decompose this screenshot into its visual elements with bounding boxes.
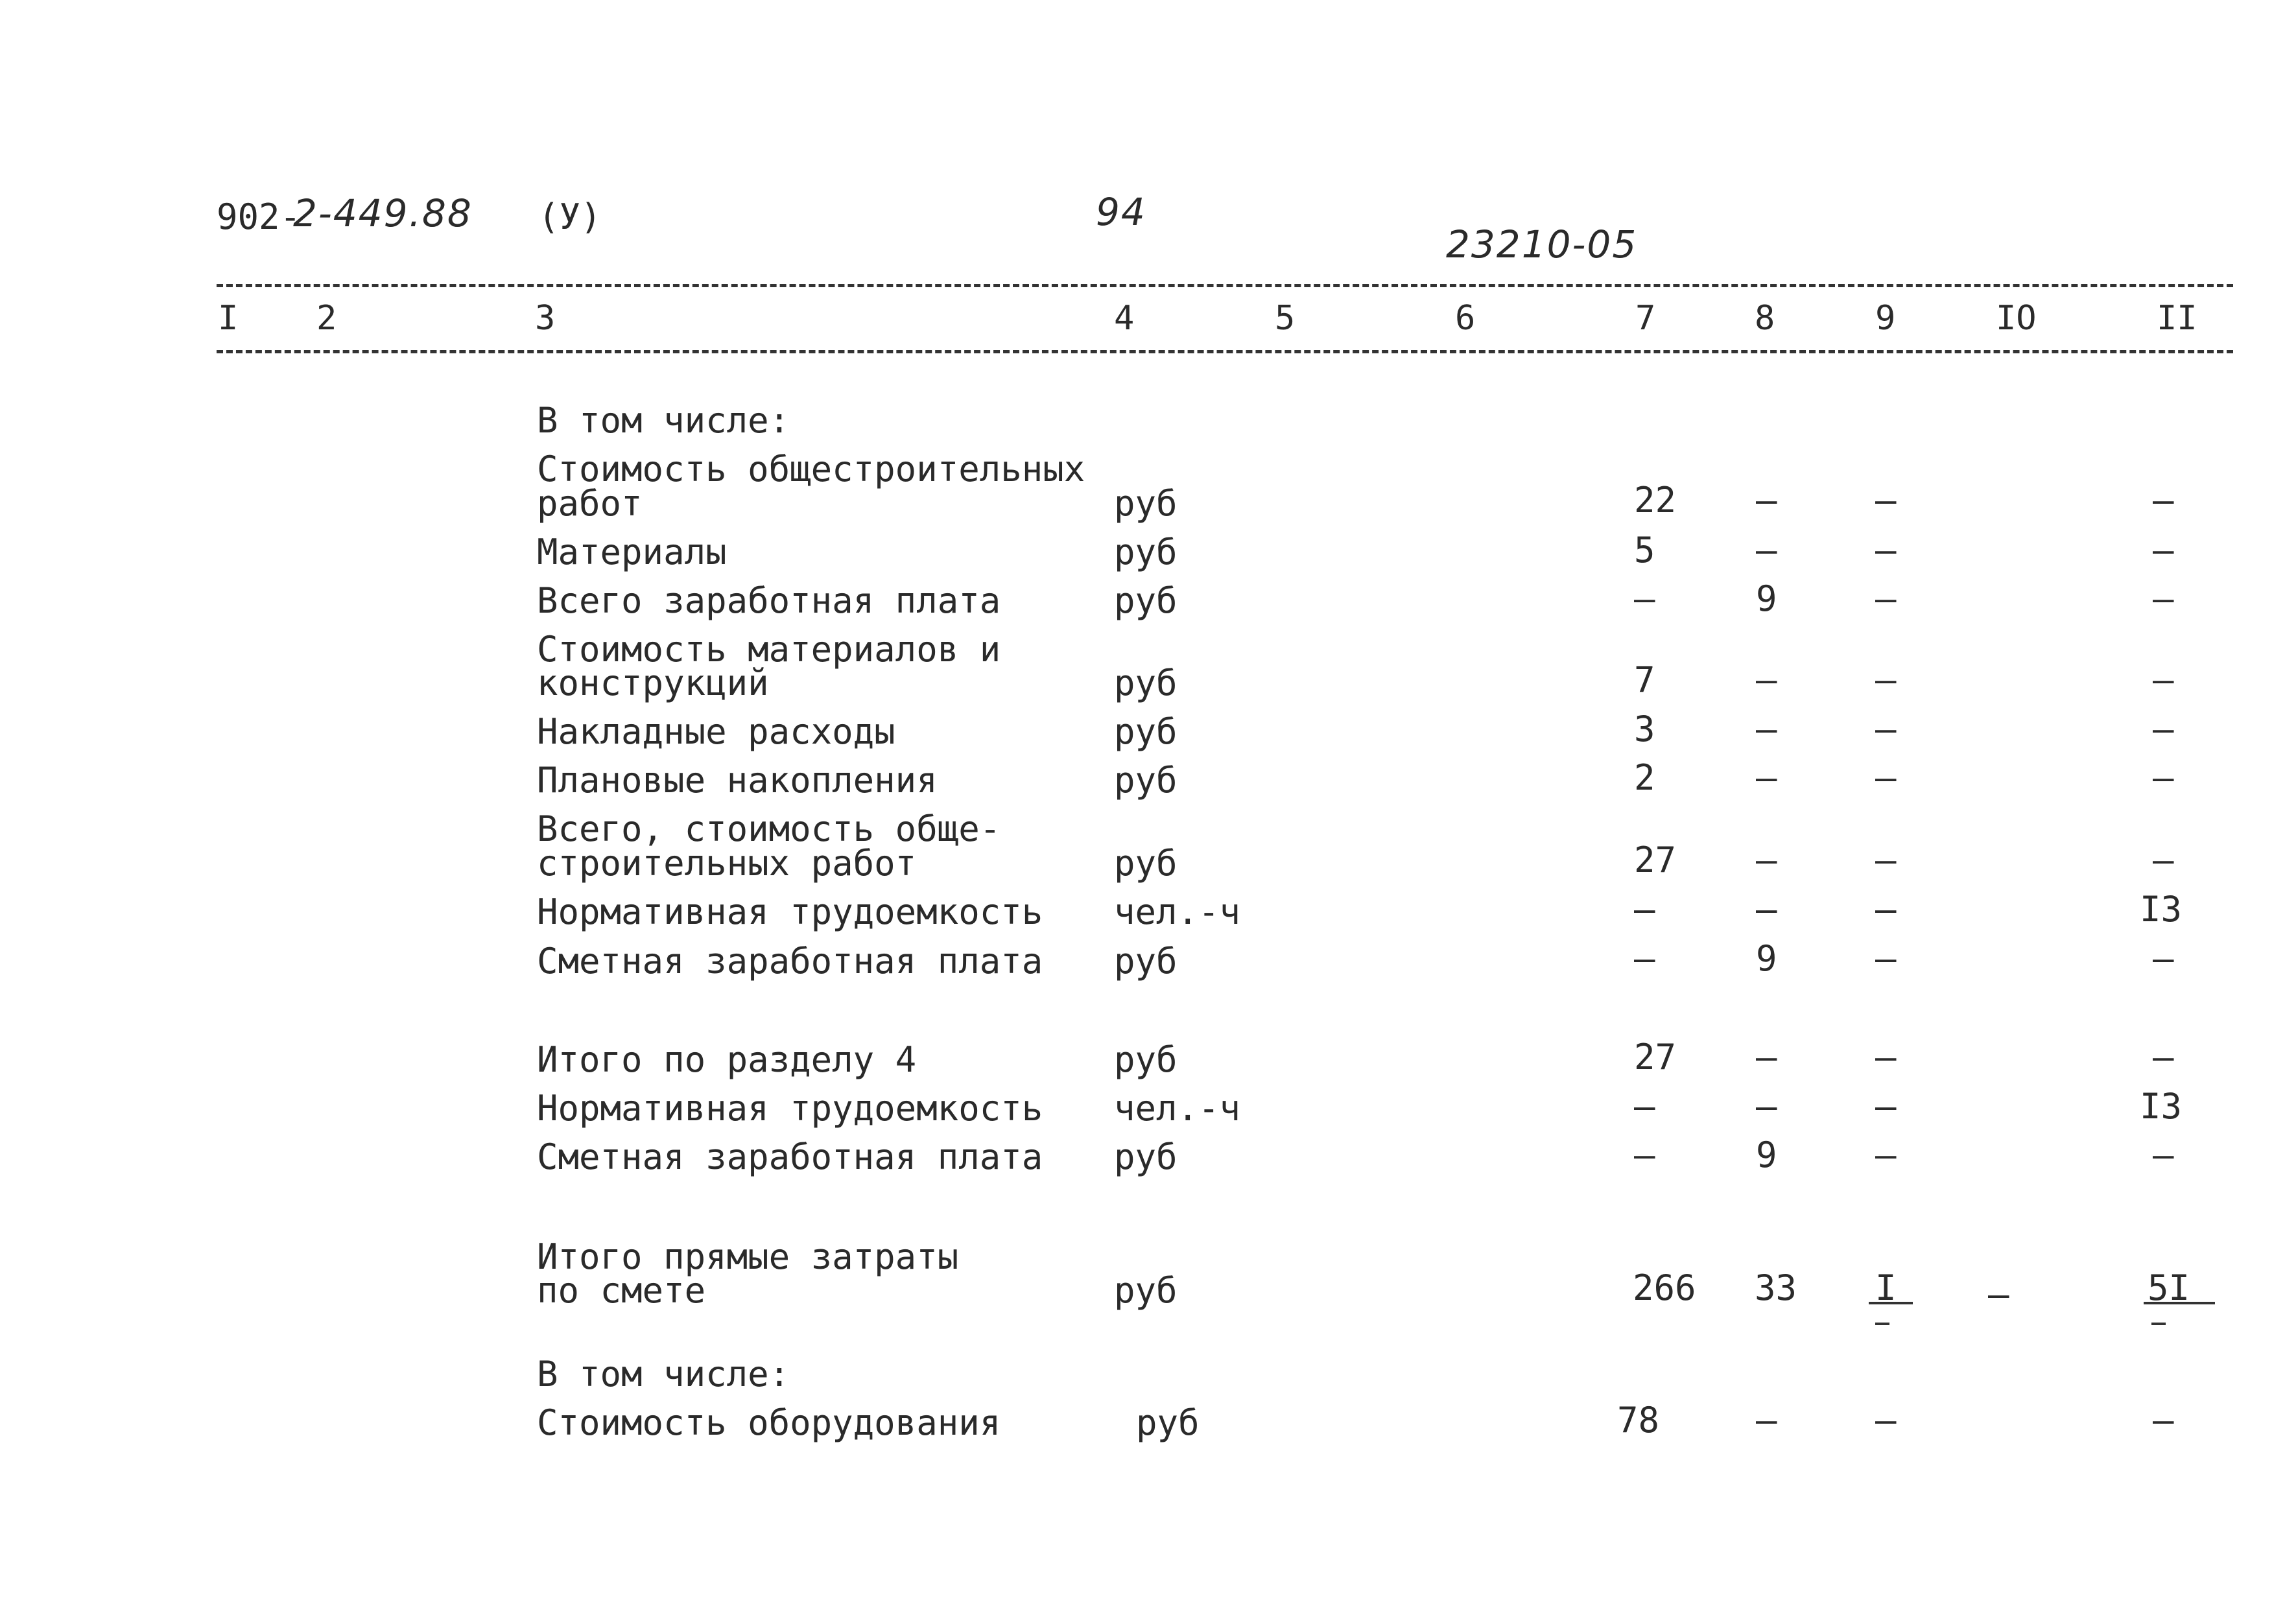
column-header-top-rule — [217, 284, 2233, 287]
row-label: Стоимость оборудования — [537, 1402, 1001, 1443]
cell-col11-underline — [2144, 1302, 2215, 1304]
row-unit: руб — [1114, 711, 1178, 752]
cell-col7: 3 — [1634, 709, 1655, 749]
row-label: Сметная заработная плата — [537, 1136, 1043, 1177]
cell-col7: – — [1634, 1135, 1655, 1175]
cell-col7: – — [1634, 889, 1655, 930]
row-unit: чел.-ч — [1114, 1088, 1241, 1129]
row-unit: руб — [1114, 580, 1178, 621]
cell-col7: – — [1634, 938, 1655, 979]
cell-col9: – — [1875, 578, 1897, 619]
cell-col8: – — [1756, 709, 1777, 749]
cell-col10: – — [1988, 1274, 2009, 1315]
cell-col9: – — [1875, 1135, 1897, 1175]
cell-col8: – — [1756, 659, 1777, 700]
row-unit: чел.-ч — [1114, 891, 1241, 932]
column-number-4: 4 — [1114, 299, 1135, 338]
row-label-continued: конструкций — [537, 663, 769, 703]
cell-col7: 27 — [1634, 1037, 1677, 1077]
document-code-prefix: 902- — [217, 196, 302, 237]
column-number-8: 8 — [1755, 299, 1775, 338]
column-number-5: 5 — [1275, 299, 1296, 338]
row-unit: руб — [1136, 1402, 1200, 1443]
column-number-11: II — [2157, 299, 2197, 338]
cell-col9: – — [1875, 1400, 1897, 1441]
cell-col8: – — [1756, 480, 1777, 521]
cell-col8: – — [1756, 1400, 1777, 1441]
row-unit: руб — [1114, 483, 1178, 524]
section-total-label: Итого по разделу 4 — [537, 1039, 917, 1080]
row-label-continued: работ — [537, 483, 643, 524]
cell-col11: – — [2153, 1400, 2174, 1441]
cell-col11: – — [2153, 1037, 2174, 1077]
cell-col7: 5 — [1634, 530, 1655, 571]
cell-col7: 7 — [1634, 659, 1655, 700]
cell-col8: 9 — [1756, 938, 1777, 979]
column-number-10: IO — [1996, 299, 2037, 338]
column-number-3: 3 — [535, 299, 556, 338]
row-unit: руб — [1114, 1039, 1178, 1080]
cell-col9-tick — [1875, 1323, 1889, 1325]
cell-col8: 33 — [1755, 1267, 1797, 1308]
cell-col7: 78 — [1617, 1400, 1660, 1441]
cell-col7: – — [1634, 578, 1655, 619]
row-unit: руб — [1114, 1270, 1178, 1311]
cell-col11: – — [2153, 1135, 2174, 1175]
row-label: В том числе: — [537, 400, 790, 441]
cell-col11-tick — [2151, 1323, 2166, 1325]
row-label: Материалы — [537, 532, 727, 572]
row-label: Нормативная трудоемкость — [537, 891, 1043, 932]
cell-col7: 266 — [1633, 1267, 1696, 1308]
cell-col7: 27 — [1634, 840, 1677, 880]
cell-col8: – — [1756, 1086, 1777, 1127]
row-unit: руб — [1114, 760, 1178, 801]
cell-col9: – — [1875, 709, 1897, 749]
cell-col9: – — [1875, 480, 1897, 521]
cell-col8: – — [1756, 757, 1777, 798]
cell-col9: – — [1875, 659, 1897, 700]
column-header-bottom-rule — [217, 350, 2233, 353]
cell-col11: – — [2153, 480, 2174, 521]
cell-col9: – — [1875, 1086, 1897, 1127]
cell-col7: 22 — [1634, 480, 1677, 521]
row-label: Сметная заработная плата — [537, 941, 1043, 982]
cell-col9-underline — [1869, 1302, 1913, 1304]
row-unit: руб — [1114, 843, 1178, 884]
row-label-continued: строительных работ — [537, 843, 917, 884]
cell-col8: 9 — [1756, 1135, 1777, 1175]
cell-col11: – — [2153, 757, 2174, 798]
cell-col11: I3 — [2140, 889, 2183, 930]
cell-col11: – — [2153, 840, 2174, 880]
cell-col11: – — [2153, 659, 2174, 700]
cell-col8: – — [1756, 1037, 1777, 1077]
row-label: Плановые накопления — [537, 760, 938, 801]
cell-col7: – — [1634, 1086, 1655, 1127]
row-unit: руб — [1114, 941, 1178, 982]
column-number-1: I — [218, 299, 239, 338]
cell-col11: – — [2153, 530, 2174, 571]
grand-total-label: Итого прямые затраты — [537, 1236, 959, 1277]
column-number-7: 7 — [1635, 299, 1656, 338]
cell-col9: – — [1875, 840, 1897, 880]
column-number-6: 6 — [1455, 299, 1476, 338]
document-code-handwritten: 2-449.88 — [293, 191, 473, 235]
cell-col11: 5I — [2148, 1267, 2190, 1308]
cell-col9: – — [1875, 530, 1897, 571]
row-unit: руб — [1114, 532, 1178, 572]
row-label: Всего заработная плата — [537, 580, 1001, 621]
sheet-number: 23210-05 — [1446, 222, 1638, 266]
grand-total-label-continued: по смете — [537, 1270, 706, 1311]
cell-col11: – — [2153, 938, 2174, 979]
cell-col8: – — [1756, 530, 1777, 571]
cell-col7: 2 — [1634, 757, 1655, 798]
row-unit: руб — [1114, 663, 1178, 703]
row-label: Стоимость материалов и — [537, 629, 1001, 670]
cell-col9: – — [1875, 889, 1897, 930]
document-suffix: (У) — [538, 196, 602, 237]
cell-col11: I3 — [2140, 1086, 2183, 1127]
page-number: 94 — [1096, 190, 1146, 234]
cell-col8: – — [1756, 889, 1777, 930]
row-label: В том числе: — [537, 1354, 790, 1395]
cell-col9: I — [1875, 1267, 1897, 1308]
row-label: Стоимость общестроительных — [537, 449, 1085, 489]
row-label: Накладные расходы — [537, 711, 895, 752]
row-label: Нормативная трудоемкость — [537, 1088, 1043, 1129]
cell-col11: – — [2153, 578, 2174, 619]
cell-col9: – — [1875, 1037, 1897, 1077]
cell-col9: – — [1875, 757, 1897, 798]
column-number-2: 2 — [316, 299, 337, 338]
cell-col9: – — [1875, 938, 1897, 979]
cell-col8: – — [1756, 840, 1777, 880]
cell-col8: 9 — [1756, 578, 1777, 619]
column-number-9: 9 — [1875, 299, 1896, 338]
cell-col11: – — [2153, 709, 2174, 749]
row-unit: руб — [1114, 1136, 1178, 1177]
row-label: Всего, стоимость обще- — [537, 808, 1001, 849]
